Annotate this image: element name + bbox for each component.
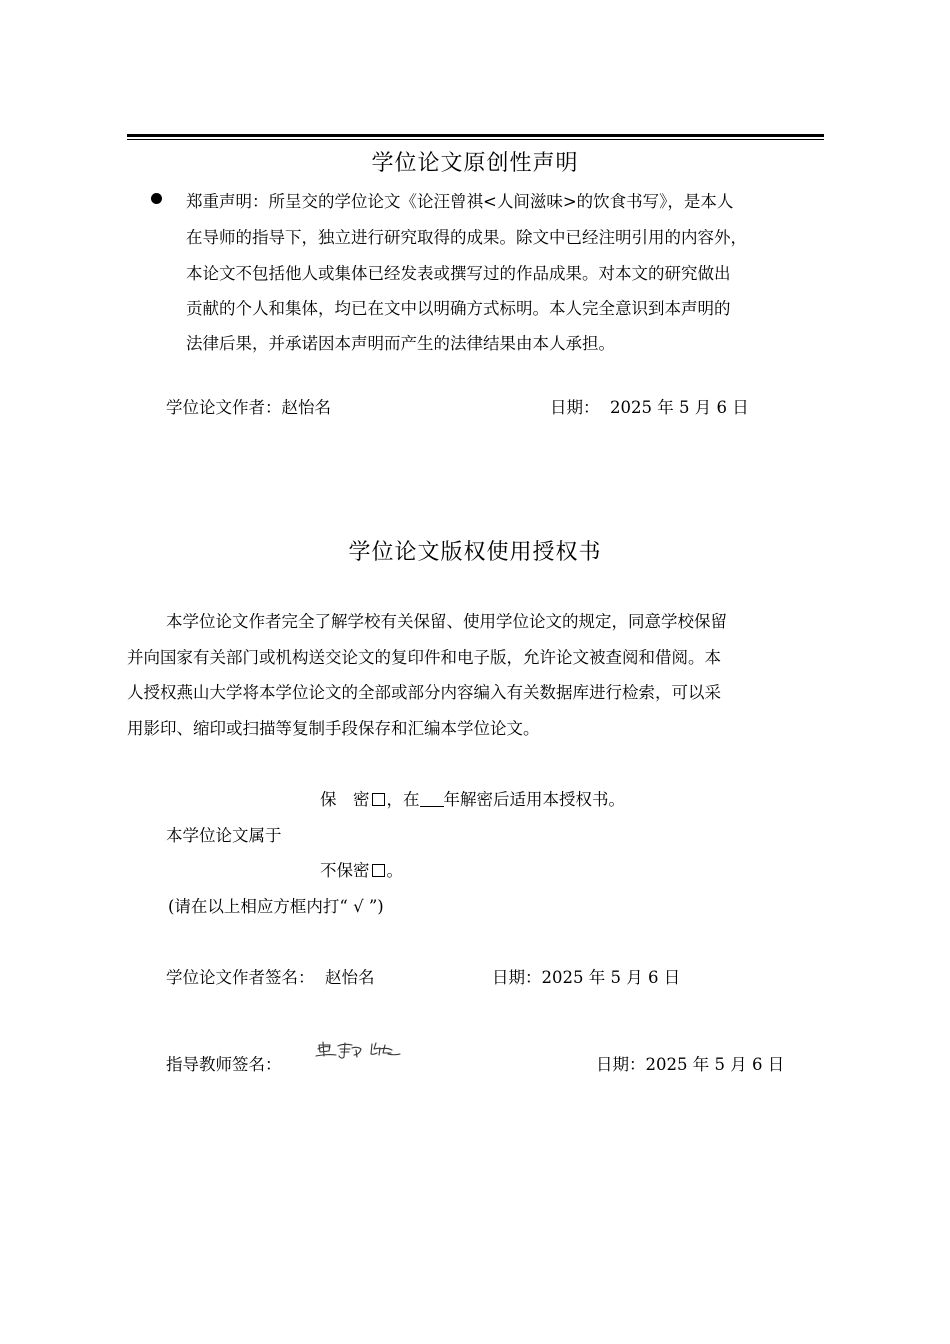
nonsecret-label: 不保密 [320, 861, 370, 880]
author-date-value: 2025 年 5 月 6 日 [541, 968, 681, 987]
declaration-line-1: 郑重声明：所呈交的学位论文《论汪曾祺<人间滋味>的饮食书写》，是本人 [186, 192, 734, 211]
declaration-date-value: 2025 年 5 月 6 日 [610, 398, 749, 417]
top-rule-thin [127, 139, 824, 140]
authorization-line-1: 本学位论文作者完全了解学校有关保留、使用学位论文的规定，同意学校保留 [166, 612, 727, 631]
author-signature-row [166, 964, 375, 988]
authorization-title: 学位论文版权使用授权书 [348, 540, 602, 565]
secret-label: 保 密 [320, 790, 370, 809]
authorization-line-2: 并向国家有关部门或机构送交论文的复印件和电子版，允许论文被查阅和借阅。本 [127, 648, 721, 667]
authorization-line-4: 用影印、缩印或扫描等复制手段保存和汇编本学位论文。 [127, 719, 540, 738]
author-sign-name: 赵怡名 [325, 968, 375, 987]
secret-checkbox[interactable] [372, 793, 385, 806]
nonsecret-suffix: 。 [386, 861, 403, 880]
declaration-line-3: 本论文不包括他人或集体已经发表或撰写过的作品成果。对本文的研究做出 [186, 264, 731, 283]
advisor-date [596, 1051, 784, 1075]
advisor-sign-label: 指导教师签名： [166, 1055, 282, 1074]
declaration-date [550, 394, 749, 418]
declaration-title: 学位论文原创性声明 [371, 151, 579, 176]
declaration-line-5: 法律后果，并承诺因本声明而产生的法律结果由本人承担。 [186, 334, 615, 353]
author-date-label: 日期： [492, 968, 542, 987]
declaration-author-name: 赵怡名 [281, 398, 331, 417]
advisor-handwritten-signature [314, 1038, 404, 1062]
advisor-date-value: 2025 年 5 月 6 日 [645, 1055, 785, 1074]
authorization-line-3: 人授权燕山大学将本学位论文的全部或部分内容编入有关数据库进行检索，可以采 [127, 683, 721, 702]
author-date [492, 964, 680, 988]
secret-years-blank [420, 792, 444, 807]
author-sign-label: 学位论文作者签名： [166, 968, 315, 987]
declaration-line-2: 在导师的指导下，独立进行研究取得的成果。除文中已经注明引用的内容外， [186, 228, 747, 247]
nonsecret-checkbox[interactable] [372, 864, 385, 877]
top-rule-thick [127, 134, 824, 137]
bullet-icon [151, 193, 162, 204]
nonsecret-option [320, 857, 403, 881]
secret-option [320, 786, 625, 810]
secret-suffix-a: ，在 [386, 790, 420, 809]
belongs-label: 本学位论文属于 [166, 826, 282, 845]
declaration-date-label: 日期： [550, 398, 600, 417]
declaration-author [166, 394, 331, 418]
declaration-author-label: 学位论文作者： [166, 398, 282, 417]
secret-suffix-b: 年解密后适用本授权书。 [443, 790, 625, 809]
checkbox-instruction: (请在以上相应方框内打“ √ ”) [168, 897, 384, 916]
declaration-line-4: 贡献的个人和集体，均已在文中以明确方式标明。本人完全意识到本声明的 [186, 299, 731, 318]
advisor-date-label: 日期： [596, 1055, 646, 1074]
